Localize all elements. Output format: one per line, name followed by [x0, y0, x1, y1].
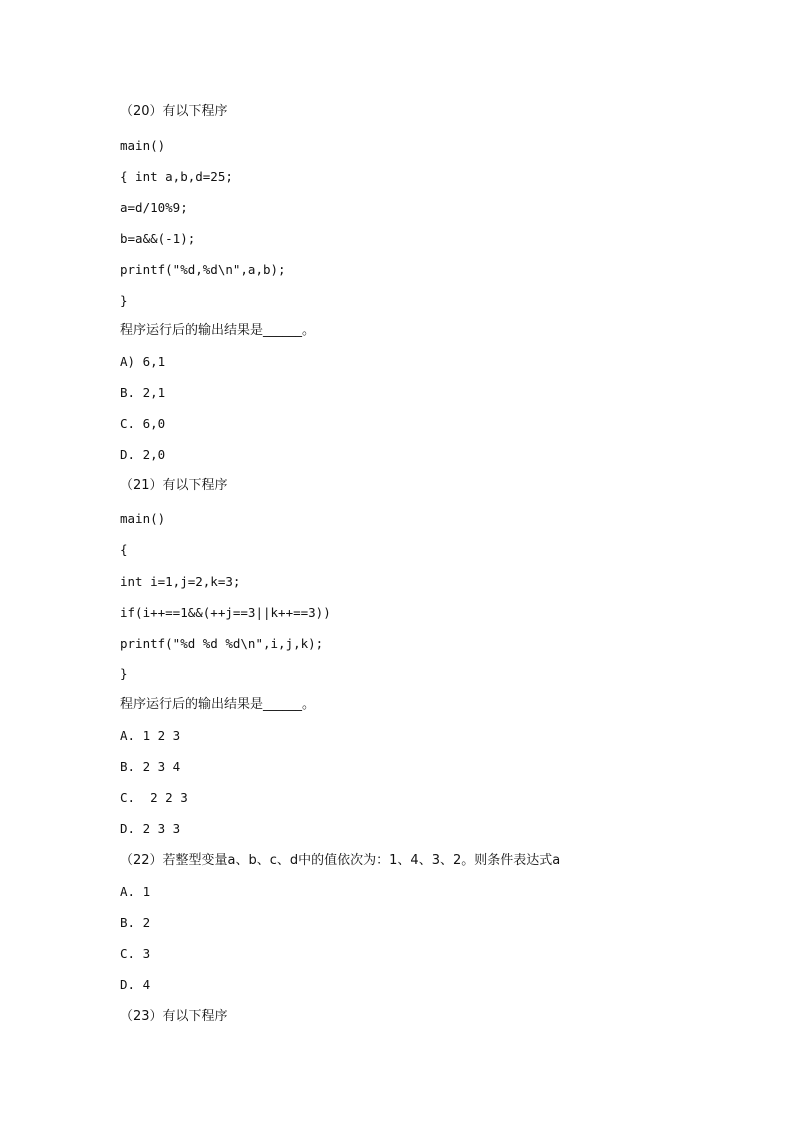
- option-b: B. 2 3 4: [120, 759, 181, 774]
- code-line: b=a&&(-1);: [120, 231, 196, 246]
- question-21-prompt: 程序运行后的输出结果是______。: [120, 697, 316, 712]
- code-line: printf("%d,%d\n",a,b);: [120, 262, 286, 277]
- option-c: C. 6,0: [120, 416, 166, 431]
- code-line: main(): [120, 511, 166, 526]
- option-d: D. 2,0: [120, 447, 166, 462]
- question-20-header: （20）有以下程序: [120, 104, 228, 119]
- option-d: D. 2 3 3: [120, 821, 181, 836]
- code-line: main(): [120, 138, 166, 153]
- option-a: A. 1: [120, 884, 151, 899]
- option-c: C. 3: [120, 946, 151, 961]
- code-line: }: [120, 293, 128, 308]
- code-line: a=d/10%9;: [120, 200, 188, 215]
- option-d: D. 4: [120, 977, 151, 992]
- question-22-header: （22）若整型变量a、b、c、d中的值依次为：1、4、3、2。则条件表达式a: [120, 853, 561, 868]
- question-21-header: （21）有以下程序: [120, 478, 228, 493]
- code-line: int i=1,j=2,k=3;: [120, 574, 241, 589]
- option-a: A. 1 2 3: [120, 728, 181, 743]
- code-line: { int a,b,d=25;: [120, 169, 233, 184]
- code-line: if(i++==1&&(++j==3||k++==3)): [120, 605, 331, 620]
- code-line: }: [120, 666, 128, 681]
- question-20-prompt: 程序运行后的输出结果是______。: [120, 323, 316, 338]
- option-b: B. 2,1: [120, 385, 166, 400]
- option-c: C. 2 2 3: [120, 790, 188, 805]
- option-b: B. 2: [120, 915, 151, 930]
- code-line: printf("%d %d %d\n",i,j,k);: [120, 636, 324, 651]
- code-line: {: [120, 542, 128, 557]
- question-23-header: （23）有以下程序: [120, 1009, 228, 1024]
- option-a: A) 6,1: [120, 354, 166, 369]
